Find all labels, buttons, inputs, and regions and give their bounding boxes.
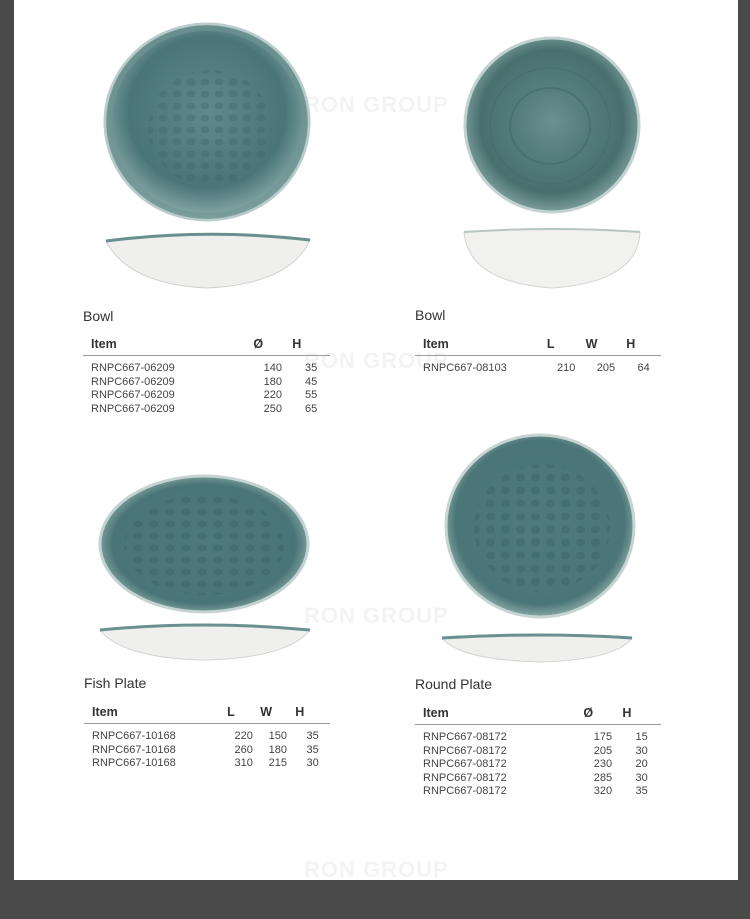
height-value: 20	[635, 758, 648, 770]
bowl-photo	[100, 16, 314, 296]
table-row	[83, 403, 330, 417]
product-title: Bowl	[415, 307, 446, 323]
column-header: H	[292, 337, 330, 356]
table-row	[415, 785, 661, 799]
diameter-value: 140	[263, 362, 282, 374]
length-value: 310	[234, 757, 253, 769]
column-header: Item	[415, 337, 547, 356]
watermark	[304, 92, 449, 118]
product-title: Fish Plate	[84, 675, 147, 691]
column-header: H	[622, 706, 661, 725]
length-value: 210	[557, 362, 576, 374]
diameter-value: 220	[263, 389, 282, 401]
table-row	[415, 356, 661, 376]
height-value: 45	[305, 375, 318, 388]
diameter-value: 230	[593, 758, 613, 770]
table-row	[415, 725, 661, 745]
width-value: 215	[268, 757, 287, 769]
item-code: RNPC667-06209	[91, 389, 175, 401]
item-code: RNPC667-08172	[423, 771, 507, 784]
left-border	[0, 0, 14, 880]
height-value: 35	[305, 362, 318, 374]
spec-table	[84, 705, 330, 771]
table-row	[84, 757, 330, 771]
column-header: L	[227, 705, 260, 724]
diameter-value: 205	[593, 744, 613, 757]
column-header: L	[547, 337, 586, 356]
height-value: 35	[635, 785, 648, 797]
watermark	[304, 603, 449, 629]
height-value: 30	[635, 744, 648, 757]
item-code: RNPC667-08172	[423, 758, 507, 770]
item-code: RNPC667-06209	[91, 375, 175, 388]
item-code: RNPC667-10168	[92, 730, 176, 742]
height-value: 35	[306, 730, 319, 742]
column-header: Ø	[583, 706, 622, 725]
item-code: RNPC667-08172	[423, 744, 507, 757]
product-title: Round Plate	[415, 676, 493, 692]
deep-bowl-photo	[446, 36, 646, 294]
width-value: 150	[268, 730, 287, 742]
column-header: W	[260, 705, 295, 724]
bottom-border	[0, 880, 750, 919]
spec-table	[415, 706, 661, 799]
table-row	[415, 772, 661, 786]
watermark	[304, 857, 449, 880]
diameter-value: 175	[593, 731, 613, 743]
spec-table	[415, 337, 661, 376]
column-header: Item	[415, 706, 583, 725]
spec-table	[83, 337, 330, 416]
item-code: RNPC667-08172	[423, 785, 507, 797]
round-plate-photo	[438, 432, 644, 666]
diameter-value: 180	[263, 375, 282, 388]
width-value: 205	[596, 362, 616, 374]
column-header: H	[295, 705, 330, 724]
length-value: 260	[234, 743, 253, 756]
fish-plate-photo	[98, 470, 314, 666]
height-value: 55	[305, 389, 318, 401]
table-row	[83, 356, 330, 376]
product-title: Bowl	[83, 308, 114, 324]
item-code: RNPC667-06209	[91, 362, 175, 374]
right-border	[738, 0, 750, 880]
item-code: RNPC667-08103	[423, 362, 507, 374]
height-value: 64	[637, 362, 650, 374]
column-header: H	[626, 337, 661, 356]
table-row	[415, 758, 661, 772]
column-header: Ø	[253, 337, 292, 356]
item-code: RNPC667-08172	[423, 731, 507, 743]
table-row	[83, 376, 330, 390]
item-code: RNPC667-06209	[91, 402, 175, 415]
column-header: W	[586, 337, 627, 356]
table-row	[84, 744, 330, 758]
item-code: RNPC667-10168	[92, 757, 176, 769]
height-value: 30	[635, 771, 648, 784]
height-value: 30	[306, 757, 319, 769]
width-value: 180	[268, 743, 287, 756]
catalog-page	[14, 0, 738, 880]
table-row	[415, 745, 661, 759]
height-value: 35	[306, 743, 319, 756]
diameter-value: 285	[593, 771, 613, 784]
item-code: RNPC667-10168	[92, 743, 176, 756]
column-header: Item	[84, 705, 227, 724]
diameter-value: 250	[263, 402, 282, 415]
height-value: 65	[305, 402, 318, 415]
column-header: Item	[83, 337, 253, 356]
length-value: 220	[234, 730, 253, 742]
height-value: 15	[635, 731, 648, 743]
diameter-value: 320	[593, 785, 613, 797]
table-row	[84, 724, 330, 744]
table-row	[83, 389, 330, 403]
